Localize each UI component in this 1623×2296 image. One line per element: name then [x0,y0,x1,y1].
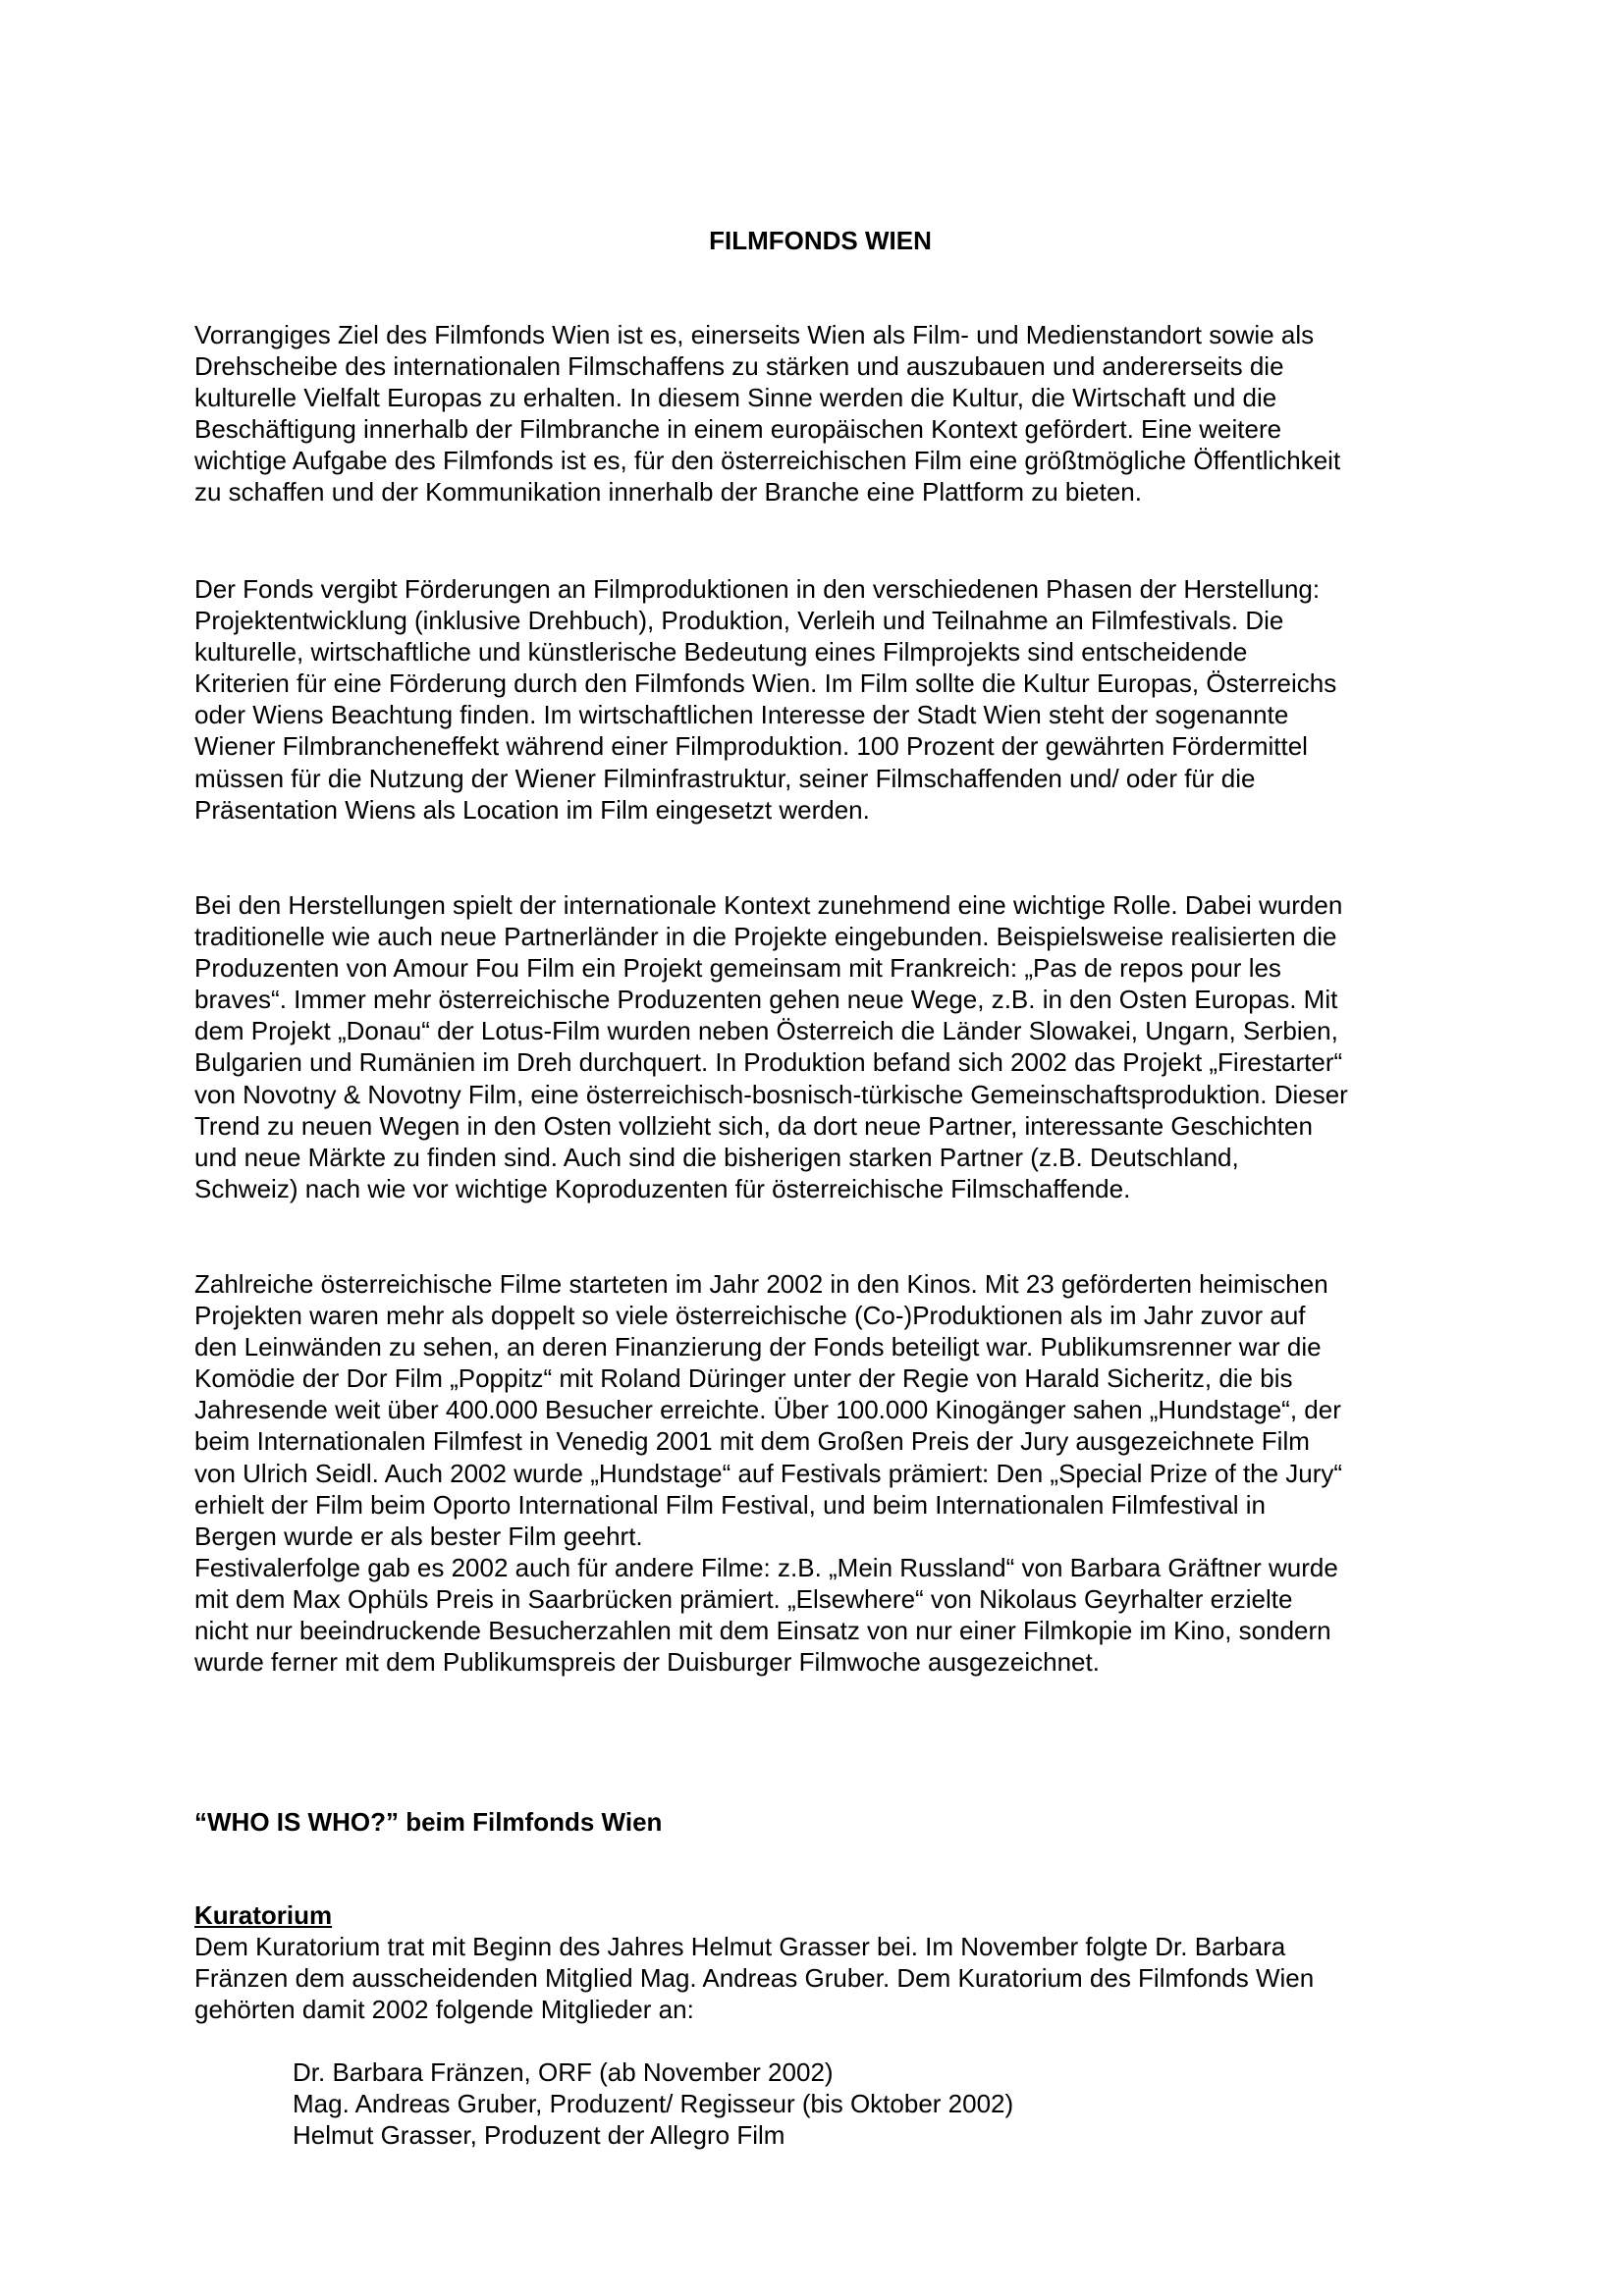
kuratorium-heading: Kuratorium [194,1900,333,1930]
kuratorium-paragraph: Dem Kuratorium trat mit Beginn des Jahres Helmut Grasser bei. Im November folgte Dr. Barbara Fränzen dem ausscheidenden Mitglied Mag. Andreas Gruber. Dem Kuratorium des Filmfonds Wien gehörten damit 2002 folgende Mitglieder an: [194,1932,1315,2025]
paragraph-international: Bei den Herstellungen spielt der internationale Kontext zunehmend eine wichtige Rolle. Dabei wurden traditionelle wie auch neue Partnerländer in die Projekte eingebunden. Beispielsweise realisierten die Produzenten von Amour Fou Film ein Projekt gemeinsam mit Frankreich: „Pas de repos pour les braves“. Immer mehr österreichische Produzenten gehen neue Wege, z.B. in den Osten Europas. Mit dem Projekt „Donau“ der Lotus-Film wurden neben Österreich die Länder Slowakei, Ungarn, Serbien, Bulgarien und Rumänien im Dreh durchquert. In Produktion befand sich 2002 das Projekt „Firestarter“ von Novotny & Novotny Film, eine österreichisch-bosnisch-türkische Gemeinschaftsproduktion. Dieser Trend zu neuen Wegen in den Osten vollzieht sich, da dort neue Partner, interessante Geschichten und neue Märkte zu finden sind. Auch sind die bisherigen starken Partner (z.B. Deutschland, Schweiz) nach wie vor wichtige Koproduzenten für österreichische Filmschaffende. [194,890,1348,1203]
paragraph-ziel: Vorrangiges Ziel des Filmfonds Wien ist es, einerseits Wien als Film- und Medienstandort sowie als Drehscheibe des internationalen Filmschaffens zu stärken und auszubauen und andererseits die kulturelle Vielfalt Europas zu erhalten. In diesem Sinne werden die Kultur, die Wirtschaft und die Beschäftigung innerhalb der Filmbranche in einem europäischen Kontext gefördert. Eine weitere wichtige Aufgabe des Filmfonds ist es, für den österreichischen Film eine größtmögliche Öffentlichkeit zu schaffen und der Kommunikation innerhalb der Branche eine Plattform zu bieten. [194,320,1341,507]
paragraph-kinostarts: Zahlreiche österreichische Filme starteten im Jahr 2002 in den Kinos. Mit 23 geförderten heimischen Projekten waren mehr als doppelt so viele österreichische (Co-)Produktionen als im Jahr zuvor auf den Leinwänden zu sehen, an deren Finanzierung der Fonds beteiligt war. Publikumsrenner war die Komödie der Dor Film „Poppitz“ mit Roland Düringer unter der Regie von Harald Sicheritz, die bis Jahresende weit über 400.000 Besucher erreichte. Über 100.000 Kinogänger sahen „Hundstage“, der beim Internationalen Filmfest in Venedig 2001 mit dem Großen Preis der Jury ausgezeichnete Film von Ulrich Seidl. Auch 2002 wurde „Hundstage“ auf Festivals prämiert: Den „Special Prize of the Jury“ erhielt der Film beim Oporto International Film Festival, und beim Internationalen Filmfestival in Bergen wurde er als bester Film geehrt. Festivalerfolge gab es 2002 auch für andere Filme: z.B. „Mein Russland“ von Barbara Gräftner wurde mit dem Max Ophüls Preis in Saarbrücken prämiert. „Elsewhere“ von Nikolaus Geyrhalter erzielte nicht nur beeindruckende Besucherzahlen mit dem Einsatz von nur einer Filmkopie im Kino, sondern wurde ferner mit dem Publikumspreis der Duisburger Filmwoche ausgezeichnet. [194,1269,1343,1678]
document-title: FILMFONDS WIEN [709,226,932,255]
who-is-who-heading: “WHO IS WHO?” beim Filmfonds Wien [194,1807,663,1837]
member-list-item: Dr. Barbara Fränzen, ORF (ab November 2002) [293,2057,834,2087]
member-list-item: Mag. Andreas Gruber, Produzent/ Regisseur (bis Oktober 2002) [293,2089,1014,2119]
kuratorium-member-list [293,2056,1013,2151]
member-list-item: Helmut Grasser, Produzent der Allegro Film [293,2120,785,2151]
paragraph-foerderungen: Der Fonds vergibt Förderungen an Filmproduktionen in den verschiedenen Phasen der Herstellung: Projektentwicklung (inklusive Drehbuch), Produktion, Verleih und Teilnahme an Filmfestivals. Die kulturelle, wirtschaftliche und künstlerische Bedeutung eines Filmprojekts sind entscheidende Kriterien für eine Förderung durch den Filmfonds Wien. Im Film sollte die Kultur Europas, Österreichs oder Wiens Beachtung finden. Im wirtschaftlichen Interesse der Stadt Wien steht der sogenannte Wiener Filmbrancheneffekt während einer Filmproduktion. 100 Prozent der gewährten Fördermittel müssen für die Nutzung der Wiener Filminfrastruktur, seiner Filmschaffenden und/ oder für die Präsentation Wiens als Location im Film eingesetzt werden. [194,574,1337,825]
